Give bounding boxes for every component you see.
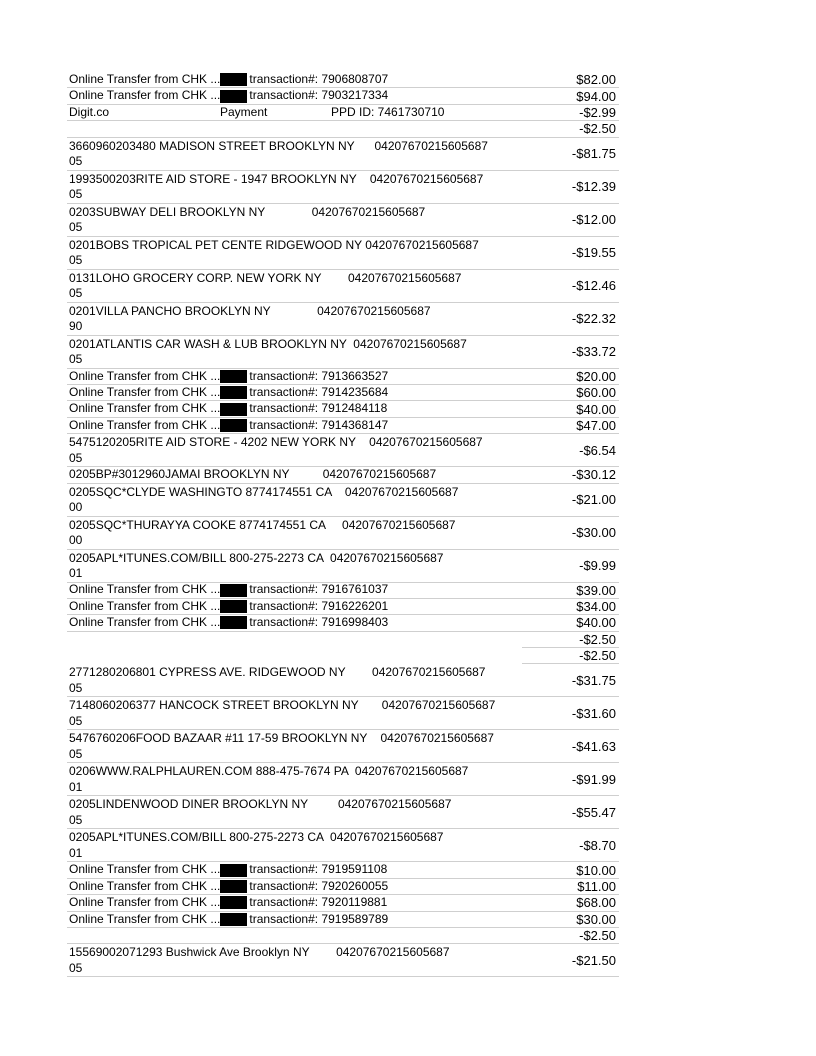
transaction-row	[67, 796, 619, 829]
transaction-row	[67, 583, 619, 599]
redacted-account-number	[220, 584, 247, 597]
transaction-description	[67, 664, 522, 696]
redacted-account-number	[220, 896, 247, 909]
transaction-description	[67, 270, 522, 302]
transaction-description	[67, 369, 522, 384]
transaction-number: transaction#: 7903217334	[249, 88, 389, 103]
description-line-1: 0205APL*ITUNES.COM/BILL 800-275-2273 CA 04207670215605687	[69, 550, 444, 565]
transaction-amount: -$2.50	[579, 121, 616, 137]
transaction-amount: -$2.50	[579, 928, 616, 944]
transaction-description	[67, 517, 522, 549]
transaction-row	[67, 303, 619, 336]
description-line-1: 7148060206377 HANCOCK STREET BROOKLYN NY 04207670215605687	[69, 698, 496, 713]
transaction-amount: -$22.32	[571, 311, 616, 327]
description-line-2: 05	[69, 960, 83, 975]
transfer-prefix: Online Transfer from CHK ...	[69, 384, 221, 399]
ppd-col3: PPD ID: 7461730710	[331, 104, 445, 119]
transaction-amount: -$31.75	[571, 672, 616, 688]
transaction-description	[67, 879, 522, 894]
description-line-2: 05	[69, 187, 83, 202]
transaction-number: transaction#: 7914235684	[249, 384, 389, 399]
transaction-row	[67, 369, 619, 385]
transaction-amount: -$91.99	[571, 771, 616, 787]
transaction-number: transaction#: 7919589789	[249, 911, 389, 926]
transaction-amount: $39.00	[576, 582, 616, 598]
transfer-prefix: Online Transfer from CHK ...	[69, 401, 221, 416]
redacted-account-number	[220, 403, 247, 416]
transaction-amount: -$81.75	[571, 146, 616, 162]
ppd-col1: Digit.co	[69, 104, 110, 119]
description-line-1: 3660960203480 MADISON STREET BROOKLYN NY 04207670215605687	[69, 138, 488, 153]
transaction-row	[67, 88, 619, 104]
description-line-2: 00	[69, 500, 83, 515]
description-line-2: 90	[69, 319, 83, 334]
transaction-amount: -$55.47	[571, 804, 616, 820]
transaction-row	[67, 664, 619, 697]
description-line-2: 05	[69, 286, 83, 301]
transaction-description	[67, 550, 522, 582]
transaction-amount: $94.00	[576, 88, 616, 104]
transaction-number: transaction#: 7916761037	[249, 582, 389, 597]
transaction-row	[67, 944, 619, 977]
description-line-1: 0201ATLANTIS CAR WASH & LUB BROOKLYN NY 04207670215605687	[69, 336, 467, 351]
transaction-amount: $40.00	[576, 615, 616, 631]
transaction-row	[67, 599, 619, 615]
transaction-number: transaction#: 7913663527	[249, 368, 389, 383]
description-line-1: 0203SUBWAY DELI BROOKLYN NY 04207670215605687	[69, 204, 426, 219]
transaction-number: transaction#: 7919591108	[249, 862, 388, 877]
transaction-amount: $60.00	[576, 385, 616, 401]
transaction-number: transaction#: 7906808707	[249, 72, 389, 86]
transaction-row	[67, 829, 619, 862]
transaction-row	[67, 105, 619, 121]
redacted-account-number	[220, 600, 247, 613]
transaction-amount: -$41.63	[571, 738, 616, 754]
redacted-account-number	[220, 73, 247, 86]
transaction-row	[67, 648, 619, 664]
transaction-row	[67, 550, 619, 583]
transaction-row	[67, 730, 619, 763]
description-line-2: 05	[69, 352, 83, 367]
transaction-number: transaction#: 7920260055	[249, 878, 389, 893]
transaction-row	[67, 517, 619, 550]
transaction-row	[67, 862, 619, 878]
transaction-number: transaction#: 7914368147	[249, 417, 389, 432]
transfer-prefix: Online Transfer from CHK ...	[69, 862, 221, 877]
redacted-account-number	[220, 386, 247, 399]
transaction-row	[67, 237, 619, 270]
redacted-account-number	[220, 616, 247, 629]
transaction-row	[67, 484, 619, 517]
transaction-description	[67, 796, 522, 828]
transaction-description	[67, 632, 522, 648]
transaction-description	[67, 615, 522, 630]
transaction-description	[67, 895, 522, 910]
transaction-number: transaction#: 7912484118	[249, 401, 388, 416]
description-line-2: 05	[69, 812, 83, 827]
description-line-1: 0205APL*ITUNES.COM/BILL 800-275-2273 CA 04207670215605687	[69, 830, 444, 845]
transaction-amount: -$21.00	[571, 492, 616, 508]
transaction-row	[67, 879, 619, 895]
transaction-amount: -$6.54	[579, 442, 616, 458]
transaction-amount: $82.00	[576, 72, 616, 88]
description-line-2: 05	[69, 713, 83, 728]
transaction-row	[67, 928, 619, 944]
description-line-1: 0206WWW.RALPHLAUREN.COM 888-475-7674 PA 04207670215605687	[69, 764, 469, 779]
transaction-amount: -$31.60	[571, 705, 616, 721]
transaction-amount: -$8.70	[579, 837, 616, 853]
transaction-description	[67, 862, 522, 877]
description-line-2: 05	[69, 154, 83, 169]
transfer-prefix: Online Transfer from CHK ...	[69, 582, 221, 597]
ppd-col2: Payment	[220, 104, 268, 119]
transfer-prefix: Online Transfer from CHK ...	[69, 878, 221, 893]
transaction-row	[67, 895, 619, 911]
transaction-description	[67, 72, 522, 87]
description-line-2: 05	[69, 680, 83, 695]
transaction-description	[67, 171, 522, 203]
description-line-2: 01	[69, 566, 83, 581]
transfer-prefix: Online Transfer from CHK ...	[69, 417, 221, 432]
transfer-prefix: Online Transfer from CHK ...	[69, 598, 221, 613]
transaction-amount: $47.00	[576, 417, 616, 433]
transaction-amount: -$9.99	[579, 558, 616, 574]
transaction-description	[67, 138, 522, 170]
transfer-prefix: Online Transfer from CHK ...	[69, 615, 221, 630]
transaction-row	[67, 912, 619, 928]
transaction-amount: -$19.55	[571, 245, 616, 261]
transaction-number: transaction#: 7916998403	[249, 615, 389, 630]
transaction-number: transaction#: 7916226201	[249, 598, 389, 613]
description-line-2: 05	[69, 220, 83, 235]
transaction-description	[67, 418, 522, 433]
transaction-description	[67, 434, 522, 466]
transaction-description	[67, 336, 522, 368]
transaction-amount: -$30.00	[571, 525, 616, 541]
transaction-description	[67, 484, 522, 516]
transaction-row	[67, 467, 619, 483]
transaction-description	[67, 648, 522, 664]
transaction-amount: -$12.46	[571, 278, 616, 294]
transaction-row	[67, 385, 619, 401]
description-line-2: 01	[69, 845, 83, 860]
transaction-amount: $68.00	[576, 895, 616, 911]
description-line-2: 05	[69, 450, 83, 465]
description-line-1: 5475120205RITE AID STORE - 4202 NEW YORK NY 04207670215605687	[69, 435, 483, 450]
transaction-description	[67, 599, 522, 614]
transaction-amount: $11.00	[577, 879, 616, 895]
description-line-1: 0201BOBS TROPICAL PET CENTE RIDGEWOOD NY 04207670215605687	[69, 237, 479, 252]
transaction-amount: -$2.99	[579, 104, 616, 120]
transaction-amount: $20.00	[576, 368, 616, 384]
transaction-description	[67, 928, 522, 943]
description-line-1: 15569002071293 Bushwick Ave Brooklyn NY 04207670215605687	[69, 945, 450, 960]
transfer-prefix: Online Transfer from CHK ...	[69, 368, 221, 383]
transaction-row	[67, 121, 619, 137]
transaction-description	[67, 583, 522, 598]
transaction-row	[67, 72, 619, 88]
description-line-1: 1993500203RITE AID STORE - 1947 BROOKLYN NY 04207670215605687	[69, 171, 484, 186]
description-line-2: 05	[69, 253, 83, 268]
transaction-description	[67, 401, 522, 416]
transaction-amount: -$2.50	[522, 648, 619, 664]
transaction-description	[67, 303, 522, 335]
description-line-1: 2771280206801 CYPRESS AVE. RIDGEWOOD NY 04207670215605687	[69, 665, 486, 680]
transaction-amount: $10.00	[576, 862, 616, 878]
transaction-amount: -$33.72	[571, 344, 616, 360]
transaction-row	[67, 336, 619, 369]
transaction-description	[67, 237, 522, 269]
redacted-account-number	[220, 864, 247, 877]
transaction-row	[67, 204, 619, 237]
transaction-amount: -$12.39	[571, 179, 616, 195]
description-line-1: 0205LINDENWOOD DINER BROOKLYN NY 04207670215605687	[69, 797, 452, 812]
transaction-description	[67, 467, 522, 482]
redacted-account-number	[220, 419, 247, 432]
transfer-prefix: Online Transfer from CHK ...	[69, 911, 221, 926]
transaction-row	[67, 632, 619, 648]
description-line-1: 5476760206FOOD BAZAAR #11 17-59 BROOKLYN NY 04207670215605687	[69, 731, 494, 746]
transaction-row	[67, 615, 619, 631]
transaction-amount: $30.00	[576, 911, 616, 927]
transaction-description	[67, 121, 522, 136]
transaction-row	[67, 171, 619, 204]
transaction-amount: $34.00	[576, 599, 616, 615]
transaction-description	[67, 763, 522, 795]
transaction-description	[67, 829, 522, 861]
transfer-prefix: Online Transfer from CHK ...	[69, 72, 221, 86]
transaction-row	[67, 401, 619, 417]
transaction-row	[67, 763, 619, 796]
redacted-account-number	[220, 880, 247, 893]
transaction-amount: -$2.50	[522, 632, 619, 648]
transaction-row	[67, 697, 619, 730]
transaction-description	[67, 912, 522, 927]
transaction-amount: -$30.12	[571, 467, 616, 483]
transaction-description	[67, 105, 522, 120]
transaction-description	[67, 944, 522, 976]
transaction-amount: $40.00	[576, 401, 616, 417]
transfer-prefix: Online Transfer from CHK ...	[69, 88, 221, 103]
description-line-2: 05	[69, 746, 83, 761]
redacted-account-number	[220, 370, 247, 383]
transaction-description	[67, 697, 522, 729]
description-line-1: 0205BP#3012960JAMAI BROOKLYN NY 04207670215605687	[69, 467, 437, 482]
transaction-description	[67, 730, 522, 762]
description-line-1: 0201VILLA PANCHO BROOKLYN NY 04207670215605687	[69, 303, 431, 318]
transaction-description	[67, 385, 522, 400]
transaction-row	[67, 270, 619, 303]
redacted-account-number	[220, 90, 247, 103]
redacted-account-number	[220, 913, 247, 926]
transaction-row	[67, 138, 619, 171]
transaction-amount: -$21.50	[571, 952, 616, 968]
transaction-row	[67, 418, 619, 434]
transaction-amount: -$12.00	[571, 212, 616, 228]
transaction-description	[67, 204, 522, 236]
description-line-2: 00	[69, 533, 83, 548]
transaction-row	[67, 434, 619, 467]
transaction-ledger	[67, 72, 619, 977]
transaction-number: transaction#: 7920119881	[249, 895, 388, 910]
description-line-1: 0205SQC*THURAYYA COOKE 8774174551 CA 04207670215605687	[69, 517, 456, 532]
description-line-1: 0131LOHO GROCERY CORP. NEW YORK NY 04207670215605687	[69, 270, 462, 285]
description-line-1: 0205SQC*CLYDE WASHINGTO 8774174551 CA 04207670215605687	[69, 484, 459, 499]
description-line-2: 01	[69, 779, 83, 794]
transfer-prefix: Online Transfer from CHK ...	[69, 895, 221, 910]
transaction-description	[67, 88, 522, 103]
